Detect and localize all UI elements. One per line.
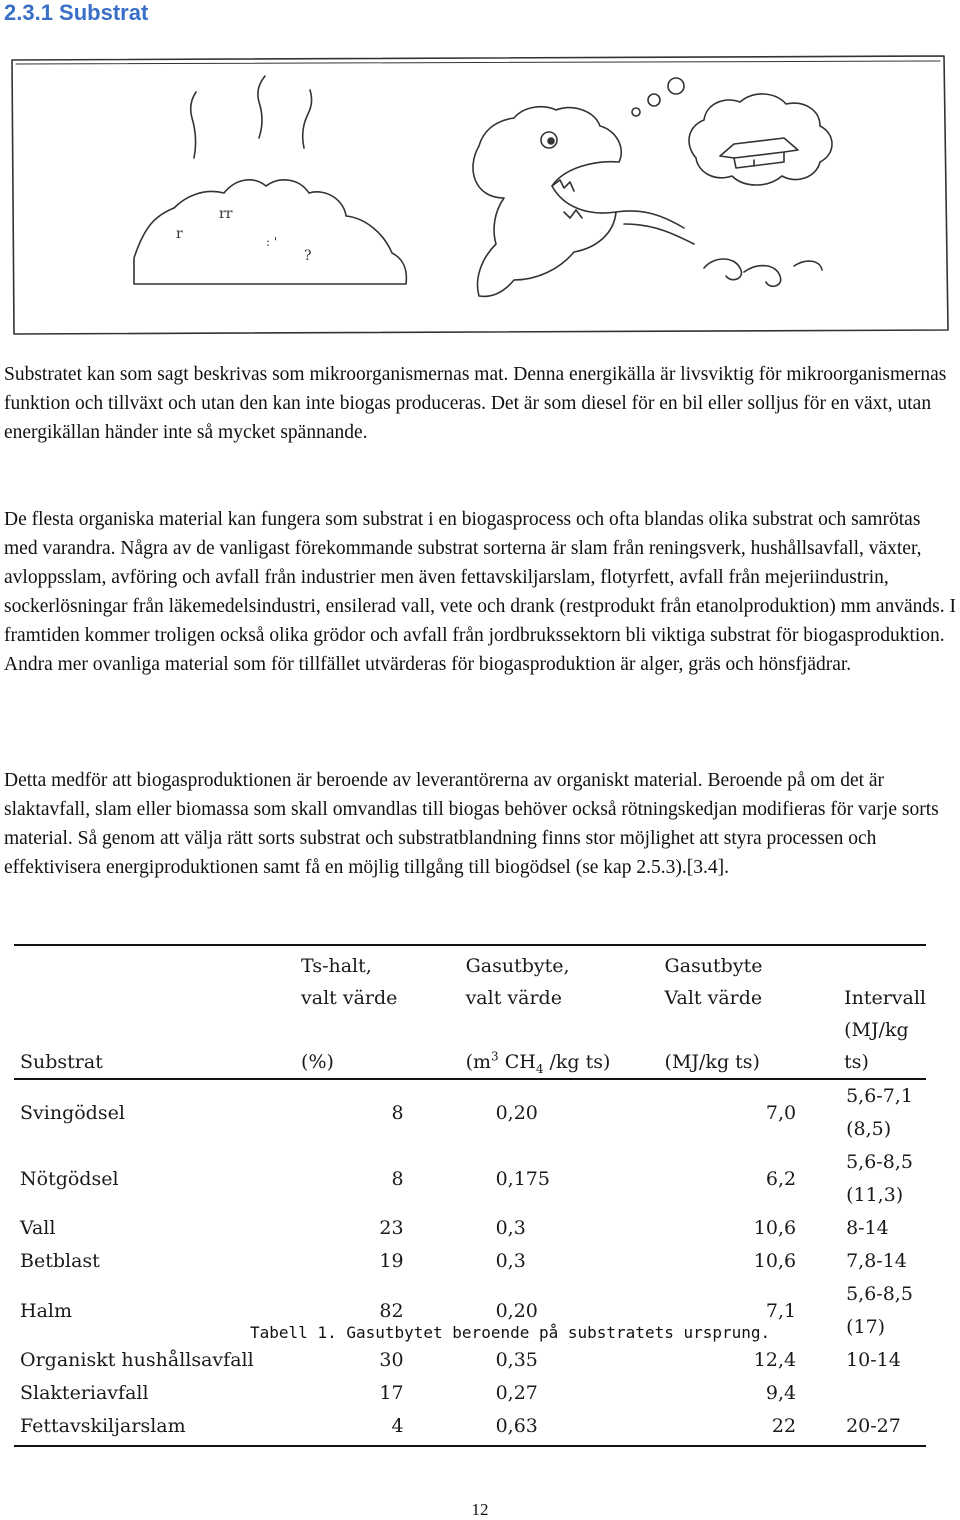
- cell-valt-varde: 10,6: [753, 1250, 797, 1272]
- cell-intervall: 10-14: [846, 1349, 901, 1371]
- cell-gasutbyte: 0,3: [495, 1250, 526, 1272]
- paragraph-substrate-types: De flesta organiska material kan fungera som substrat i en biogasprocess och ofta blandas olika substrat och samrötas med varandra. Några av de vanligast förekommande substrat sorterna är slam från reningsverk, hushållsavfall, växter, avloppsslam, avföring och avfall från industrier men även fettavskiljarslam, flotyrfett, avfall från mejeriindustrin, sockerlösningar från läkemedelsindustri, ensilerad vall, vete och drank (restprodukt från etanolproduktion) mm används. I framtiden kommer troligen också olika grödor och avfall från jordbrukssektorn bli viktiga substrat för biogasproduktion. Andra mer ovanliga material som för tillfället utvärderas för biogasproduktion är alger, gräs och hönsfjädrar.: [4, 509, 956, 675]
- header-valt-line2: (MJ/kg ts): [664, 1051, 760, 1073]
- header-gas-line2: valt värde: [465, 987, 562, 1009]
- cell-valt-varde: 7,0: [665, 1079, 845, 1146]
- cell-substrat: Nötgödsel: [20, 1167, 119, 1190]
- biogas-cartoon-illustration: [4, 48, 956, 338]
- cell-intervall: 20-27: [844, 1410, 926, 1446]
- cell-substrat: Svingödsel: [14, 1079, 301, 1146]
- section-heading: 2.3.1 Substrat: [4, 0, 149, 25]
- svg-text:r: r: [176, 226, 183, 242]
- cell-intervall: 7,8-14: [846, 1250, 907, 1272]
- cell-ts: 8: [301, 1079, 466, 1146]
- cell-substrat: Organiskt hushållsavfall: [20, 1349, 254, 1371]
- cell-intervall: [844, 1377, 926, 1410]
- table-caption: Tabell 1. Gasutbytet beroende på substratets ursprung.: [250, 1323, 771, 1342]
- cell-gasutbyte: 0,35: [495, 1349, 538, 1371]
- paragraph-intro: Substratet kan som sagt beskrivas som mikroorganismernas mat. Denna energikälla är livsviktig för mikroorganismernas funktion och tillväxt och utan den kan inte biogas produceras. Det är som diesel för en bil eller solljus för en växt, utan energikällan händer inte så mycket spännande.: [4, 364, 947, 443]
- paragraph-supplier-dependence: Detta medför att biogasproduktionen är beroende av leverantörerna av organiskt material. Beroende på om det är slaktavfall, slam eller biomassa som skall omvandlas till biogas behöver också rötningskedjan modifieras för varje sorts material. Så genom att välja rätt sorts substrat och substratblandning finns stor möjlighet att styra processen och effektivisera energiproduktionen samt få en möjlig tillgång till biogödsel (se kap 2.5.3).[3.4].: [4, 770, 939, 878]
- biomass-heap: [134, 180, 406, 284]
- illustration-frame: [12, 56, 948, 334]
- cell-gasutbyte: 0,20: [466, 1079, 665, 1146]
- cell-substrat: Halm: [20, 1299, 72, 1322]
- cell-ts: 4: [301, 1410, 466, 1446]
- cell-valt-varde: 6,2: [765, 1167, 797, 1190]
- cell-gasutbyte: 0,175: [495, 1167, 550, 1190]
- cell-substrat: Betblast: [20, 1250, 100, 1272]
- header-ts-line1: Ts-halt,: [301, 955, 372, 977]
- cell-valt-varde: 10,6: [753, 1217, 797, 1239]
- cell-substrat: Slakteriavfall: [20, 1382, 149, 1404]
- header-gas-line3: ($m^3$ $CH_4$ /kg ts): [465, 1049, 611, 1076]
- table-row: [14, 1079, 926, 1146]
- cell-gasutbyte: 0,63: [466, 1410, 665, 1446]
- header-valt-line1: Valt värde: [664, 987, 763, 1009]
- cell-substrat: Fettavskiljarslam: [14, 1410, 301, 1446]
- cell-gasutbyte: 0,20: [495, 1299, 538, 1322]
- table-row: [14, 1245, 926, 1278]
- svg-text:rr: rr: [219, 206, 233, 222]
- thought-bubble: [689, 94, 832, 185]
- header-gas-line1: Gasutbyte,: [465, 955, 570, 977]
- table-row: [14, 1344, 926, 1377]
- table-row: [14, 1212, 926, 1245]
- cell-intervall: 5,6-8,5 (11,3): [846, 1151, 913, 1206]
- cell-ts: 17: [379, 1382, 404, 1404]
- header-ts-line2: valt värde: [301, 987, 398, 1009]
- cell-valt-varde: 22: [665, 1410, 845, 1446]
- cell-intervall: 5,6-7,1 (8,5): [844, 1079, 926, 1146]
- header-ts-line3: (%): [301, 1051, 334, 1073]
- cell-intervall: 5,6-8,5 (17): [846, 1283, 913, 1338]
- svg-text:: ': : ': [266, 235, 278, 249]
- substrate-gas-yield-table: [14, 944, 926, 1447]
- page-number: 12: [471, 1500, 489, 1519]
- cell-gasutbyte: 0,27: [495, 1382, 538, 1404]
- cell-intervall: 8-14: [846, 1217, 889, 1239]
- cell-valt-varde: 9,4: [765, 1382, 797, 1404]
- table-row: [14, 1377, 926, 1410]
- cell-ts: 82: [379, 1299, 404, 1322]
- cell-gasutbyte: 0,3: [495, 1217, 526, 1239]
- header-substrat: Substrat: [20, 1051, 103, 1073]
- cell-ts: 8: [391, 1167, 404, 1190]
- header-intervall-line2: (MJ/kg ts): [844, 1019, 909, 1073]
- bacteria-monster: [473, 107, 621, 297]
- svg-text:?: ?: [304, 248, 312, 264]
- table-row: [14, 1410, 926, 1446]
- table-row: [14, 1146, 926, 1212]
- cell-ts: 30: [379, 1349, 404, 1371]
- header-intervall-line1: Intervall: [844, 987, 926, 1009]
- cell-ts: 23: [379, 1217, 404, 1239]
- cell-valt-varde: 7,1: [765, 1299, 797, 1322]
- cell-ts: 19: [379, 1250, 404, 1272]
- cell-substrat: Vall: [20, 1217, 56, 1239]
- cell-valt-varde: 12,4: [753, 1349, 797, 1371]
- header-gasutbyte-group: Gasutbyte: [665, 945, 926, 982]
- house-icon: [720, 138, 798, 158]
